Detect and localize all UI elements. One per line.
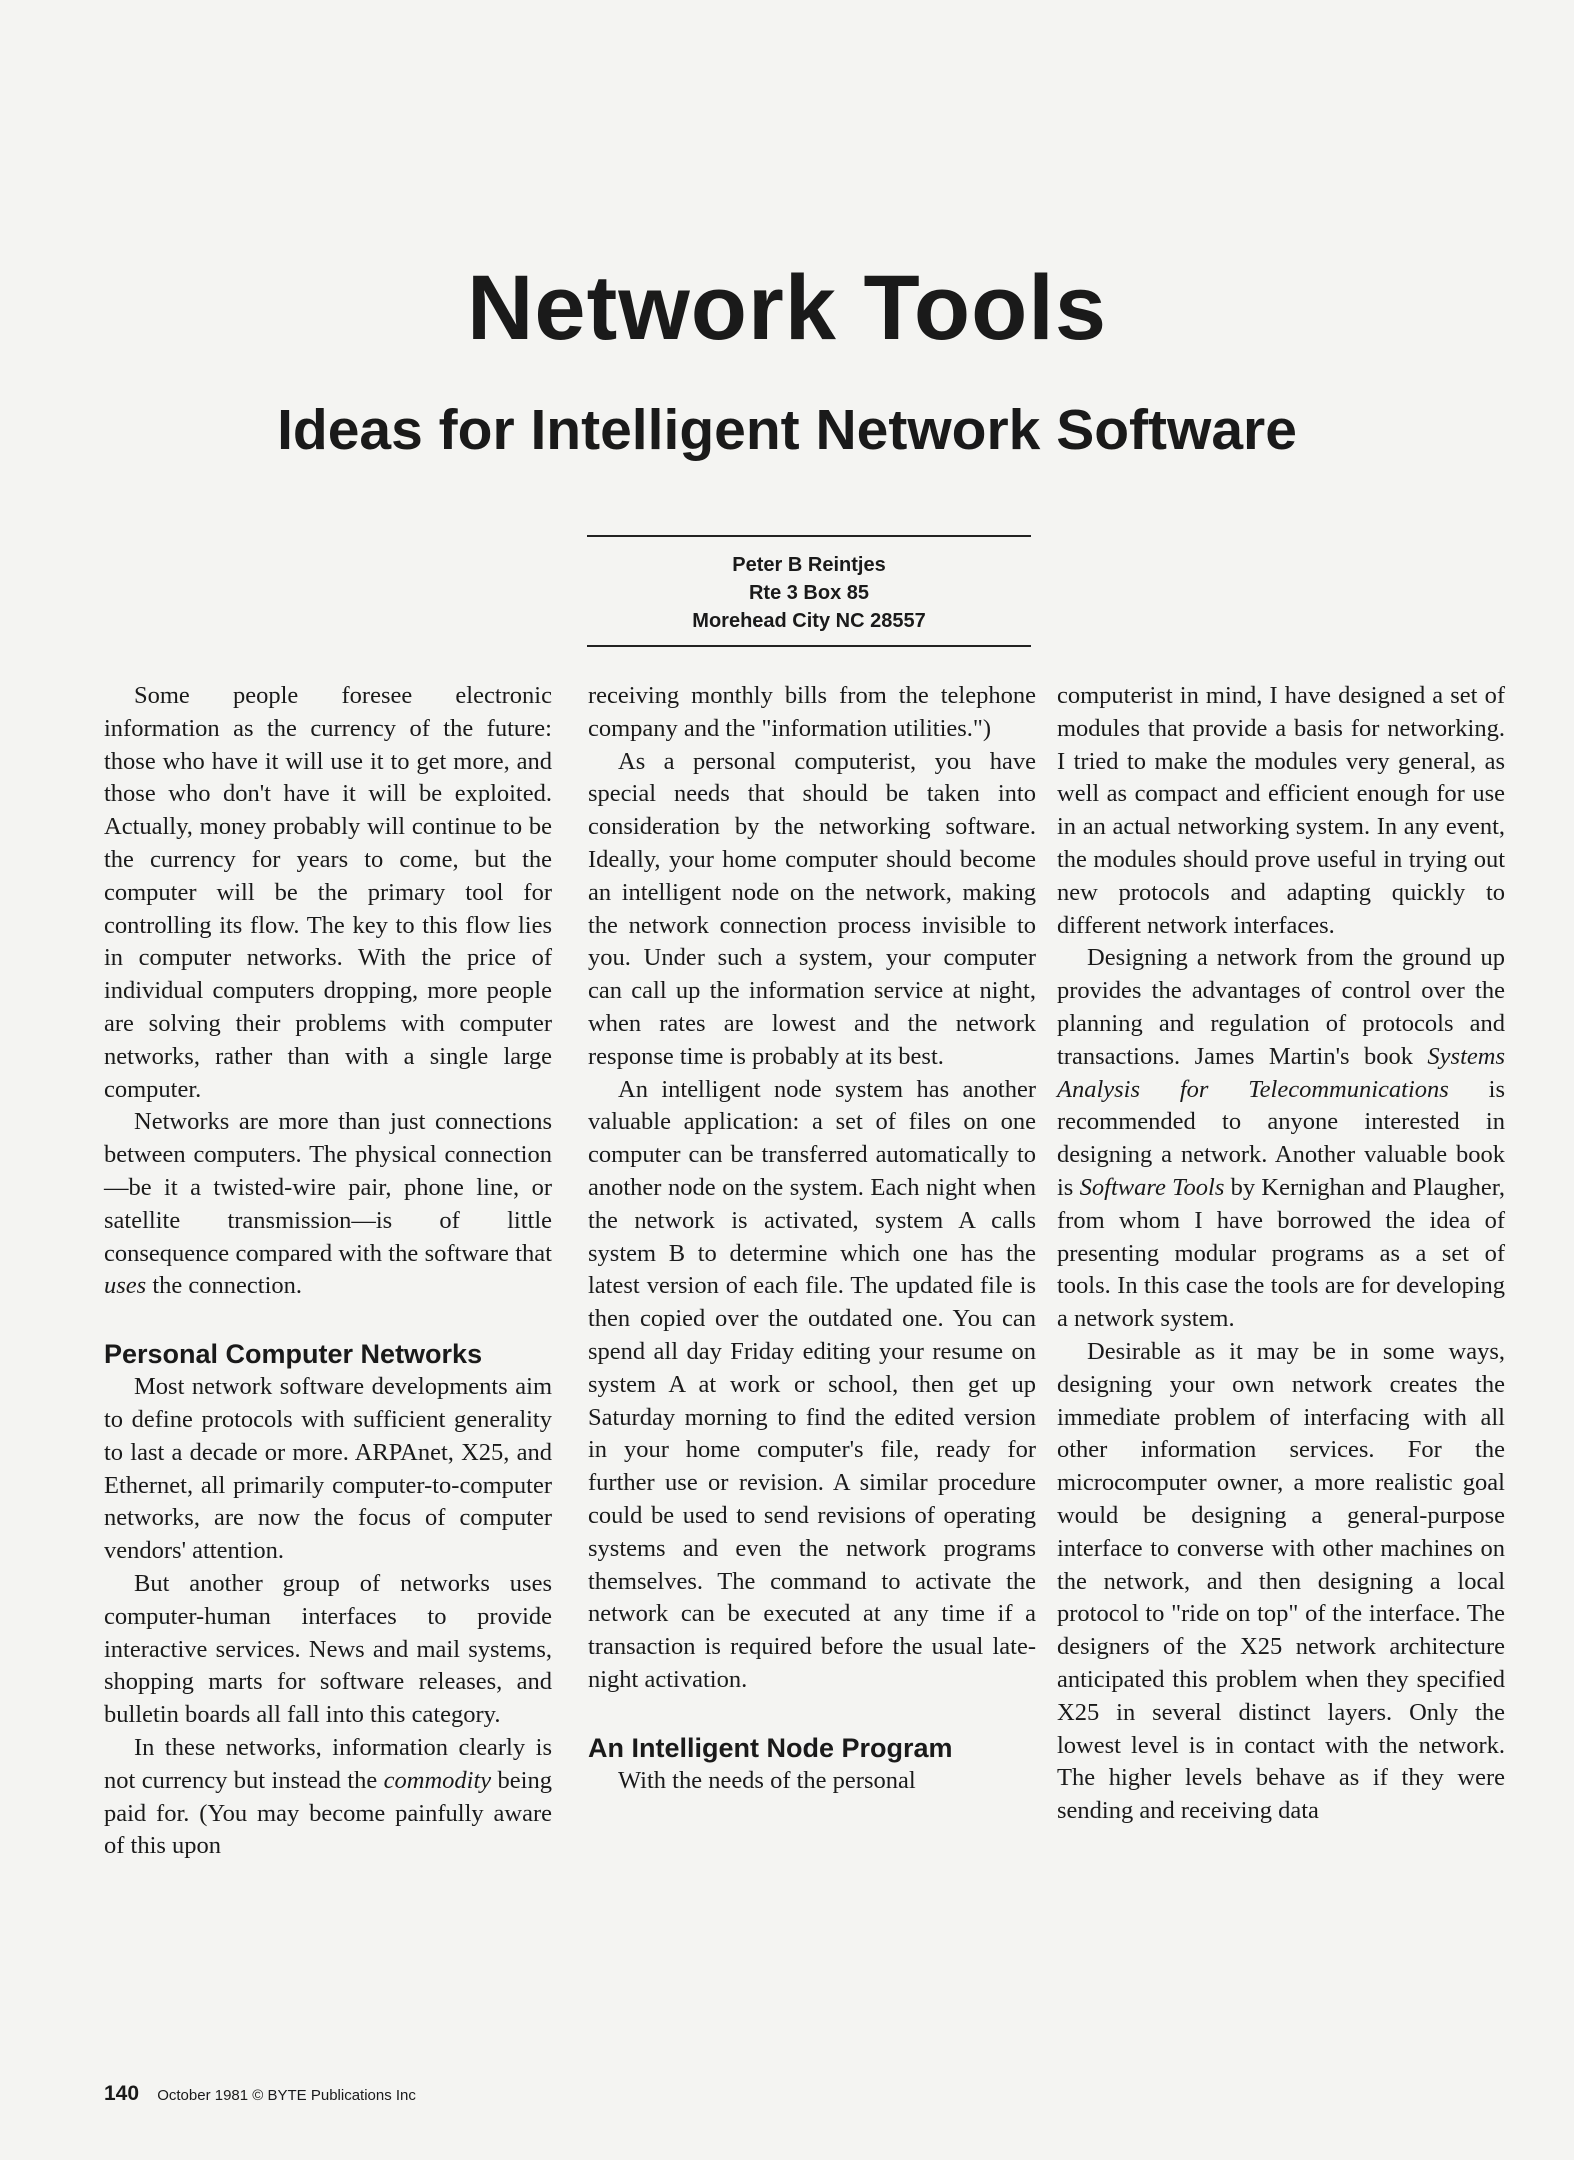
paragraph: Some people foresee electronic information as the currency of the future: those who have it will use it to get more, and those who don't have it will be exploited. Actually, money probably will continue to be the currency for years to come, but the computer will be the primary tool for controlling its flow. The key to this flow lies in computer networks. With the price of individual computers dropping, more people are solving their problems with computer networks, rather than with a single large computer. xyxy=(104,682,552,1103)
author-address-line1: Rte 3 Box 85 xyxy=(748,582,870,604)
section-heading-personal-networks: Personal Computer Networks xyxy=(104,1339,483,1370)
column-1 xyxy=(104,680,552,1863)
section-heading-intelligent-node: An Intelligent Node Program xyxy=(588,1732,953,1763)
emphasis: commodity xyxy=(383,1766,492,1794)
author-byline xyxy=(587,535,1031,647)
column-2 xyxy=(588,680,1036,1798)
article-subtitle: Ideas for Intelligent Network Software xyxy=(277,398,1297,462)
page-number: 140 xyxy=(104,2082,140,2105)
emphasis: uses xyxy=(104,1272,147,1300)
paragraph: Desirable as it may be in some ways, designing your own network creates the immediate problem of interfacing with all other information services. For the microcomputer owner, a more realistic goal would be designing a general-purpose interface to converse with other machines on the network, and then designing a local protocol to "ride on top" of the interface. The designers of the X25 network architecture anticipated this problem when they specified X25 in several distinct layers. Only the lowest level is in contact with the network. The higher levels behave as if they were sending and receiving data xyxy=(1057,1337,1505,1825)
paragraph: In these networks, information clearly is not currency but instead the commodity being paid for. (You may become painfully aware of this upon xyxy=(104,1733,552,1860)
author-address-line2: Morehead City NC 28557 xyxy=(692,610,926,632)
paragraph: But another group of networks uses computer-human interfaces to provide interactive services. News and mail systems, shopping marts for software releases, and bulletin boards all fall into this category. xyxy=(104,1569,552,1729)
article-title: Network Tools xyxy=(466,257,1108,359)
paragraph: Most network software developments aim to define protocols with sufficient generality to last a decade or more. ARPAnet, X25, and Ethernet, all primarily computer-to-computer networks, are now the focus of computer vendors' attention. xyxy=(104,1373,552,1565)
column-3 xyxy=(1057,680,1505,1828)
paragraph: receiving monthly bills from the telephone company and the "information utilities.") xyxy=(588,682,1036,742)
paragraph: Designing a network from the ground up provides the advantages of control over the planning and regulation of protocols and transactions. James Martin's book Systems Analysis for Telecommunications is recommended to anyone interested in designing a network. Another valuable book is Software Tools by Kernighan and Plaugher, from whom I have borrowed the idea of presenting modular programs as a set of tools. In this case the tools are for developing a network system. xyxy=(1057,944,1506,1333)
issue-info: October 1981 © BYTE Publications Inc xyxy=(157,2087,416,2104)
paragraph: computerist in mind, I have designed a set of modules that provide a basis for networking. I tried to make the modules very general, as well as compact and efficient enough for use in an actual networking system. In any event, the modules should prove useful in trying out new protocols and adapting quickly to different network interfaces. xyxy=(1057,682,1505,939)
book-title: Software Tools xyxy=(1079,1173,1225,1201)
paragraph: With the needs of the personal xyxy=(618,1766,916,1794)
paragraph: An intelligent node system has another valuable application: a set of files on one computer can be transferred automatically to another node on the system. Each night when the network is activated, system A calls system B to determine which one has the latest version of each file. The updated file is then copied over the outdated one. You can spend all day Friday editing your resume on system A at work or school, then get up Saturday morning to find the edited version in your home computer's file, ready for further use or revision. A similar procedure could be used to send revisions of operating systems and even the network programs themselves. The command to activate the network can be executed at any time if a transaction is required before the usual late-night activation. xyxy=(588,1075,1036,1693)
page-footer xyxy=(104,2082,416,2106)
paragraph: As a personal computerist, you have special needs that should be taken into consideration by the networking software. Ideally, your home computer should become an intelligent node on the network, making the network connection process invisible to you. Under such a system, your computer can call up the information service at night, when rates are lowest and the network response time is probably at its best. xyxy=(588,747,1036,1070)
author-name: Peter B Reintjes xyxy=(732,554,886,576)
book-title: Systems Analysis for Telecommunications xyxy=(1057,1042,1505,1103)
paragraph: Networks are more than just connections between computers. The physical connection—be it a twisted-wire pair, phone line, or satellite transmission—is of little consequence compared with the software that uses the connection. xyxy=(104,1108,552,1300)
